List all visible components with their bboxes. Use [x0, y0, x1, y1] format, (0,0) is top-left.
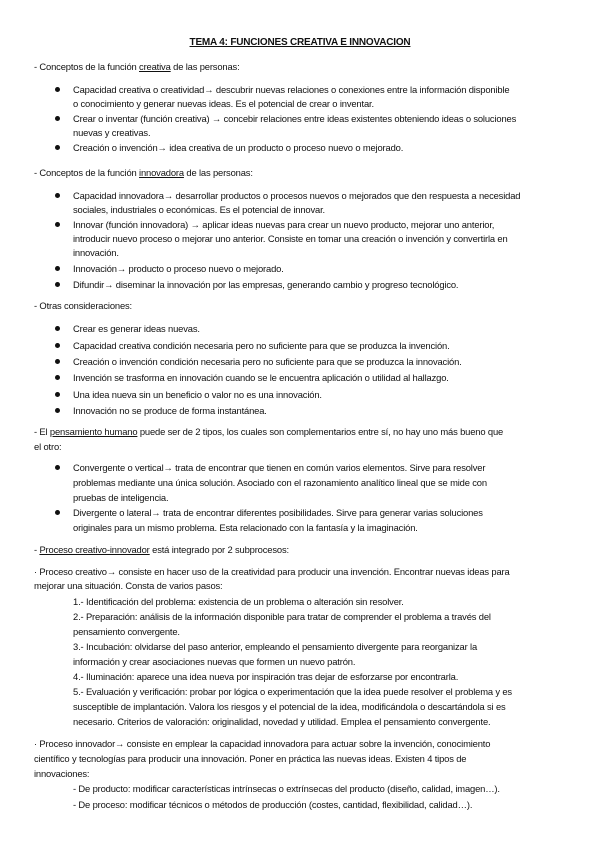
paragraph-line: Innovación no se produce de forma instantánea.: [73, 405, 267, 416]
paragraph-line: innovaciones:: [34, 768, 90, 779]
bullet-icon: [55, 222, 60, 227]
paragraph-line: Capacidad innovadora→ desarrollar productos o procesos nuevos o mejorados que den respuesta a necesidad: [73, 190, 521, 201]
paragraph-line: innovación.: [73, 247, 119, 258]
heading-underlined: innovadora: [139, 167, 184, 178]
step-line: 1.- Identificación del problema: existencia de un problema o alteración sin resolver.: [73, 596, 404, 607]
paragraph-line: Capacidad creativa o creatividad→ descubrir nuevas relaciones o conexiones entre la información disponible: [73, 84, 510, 95]
bullet-icon: [55, 465, 60, 470]
paragraph-line: introducir nuevo proceso o mejorar uno anterior. Consiste en tomar una creación o invención y convertirla en: [73, 233, 508, 244]
bullet-icon: [55, 408, 60, 413]
paragraph-line: originales para un mismo problema. Esta relacionado con la fantasía y la imaginación.: [73, 522, 418, 533]
heading-text: de las personas:: [170, 61, 240, 72]
section-heading-pensamiento: [34, 425, 503, 438]
paragraph-line: problemas mediante una única solución. Asociado con el razonamiento analítico lineal que se mide con: [73, 477, 487, 488]
paragraph-line: Creación o invención→ idea creativa de un producto o proceso nuevo o mejorado.: [73, 142, 404, 153]
page-title: TEMA 4: FUNCIONES CREATIVA E INNOVACION: [189, 37, 411, 48]
paragraph-line: nuevas y creativas.: [73, 127, 151, 138]
heading-underlined: Proceso creativo-innovador: [39, 544, 150, 555]
paragraph-line: Innovar (función innovadora) → aplicar ideas nuevas para crear un nuevo producto, mejorar uno anterior,: [73, 219, 495, 230]
bullet-icon: [55, 359, 60, 364]
bullet-icon: [55, 87, 60, 92]
step-line: 2.- Preparación: análisis de la información disponible para tratar de comprender el problema a través del: [73, 611, 491, 622]
paragraph-line: mejorar una situación. Consta de varios pasos:: [34, 580, 223, 591]
heading-text: - Conceptos de la función: [34, 167, 140, 178]
bullet-icon: [55, 392, 60, 397]
heading-underlined: creativa: [139, 61, 171, 72]
innovation-type-line: - De proceso: modificar técnicos o métodos de producción (costes, cantidad, flexibilidad, calidad…).: [73, 799, 473, 810]
bullet-icon: [55, 266, 60, 271]
paragraph-line: pruebas de inteligencia.: [73, 492, 169, 503]
bullet-icon: [55, 145, 60, 150]
paragraph-line: Capacidad creativa condición necesaria pero no suficiente para que se produzca la invención.: [73, 340, 450, 351]
section-heading-creativa: [34, 60, 240, 73]
bullet-icon: [55, 375, 60, 380]
bullet-icon: [55, 326, 60, 331]
heading-text: - El: [34, 426, 50, 437]
bullet-icon: [55, 193, 60, 198]
paragraph-line: Una idea nueva sin un beneficio o valor no es una innovación.: [73, 389, 322, 400]
step-line: susceptible de implantación. Valora los riesgos y el potencial de la idea, modificándola o descartándola si es: [73, 701, 506, 712]
step-line: información y crear asociaciones nuevas que formen un nuevo patrón.: [73, 656, 356, 667]
paragraph-line: Innovación→ producto o proceso nuevo o mejorado.: [73, 263, 284, 274]
step-line: 3.- Incubación: olvidarse del paso anterior, empleando el pensamiento divergente para reorganizar la: [73, 641, 478, 652]
section-heading-otras: - Otras consideraciones:: [34, 300, 133, 311]
bullet-icon: [55, 343, 60, 348]
paragraph-line: Divergente o lateral→ trata de encontrar diferentes posibilidades. Sirve para generar varias soluciones: [73, 507, 483, 518]
step-line: 5.- Evaluación y verificación: probar por lógica o experimentación que la idea puede resolver el problema y es: [73, 686, 512, 697]
heading-underlined: pensamiento humano: [49, 426, 138, 437]
heading-text: - Conceptos de la función: [34, 61, 140, 72]
paragraph-line: Difundir→ diseminar la innovación por las empresas, generando cambio y progreso tecnológico.: [73, 279, 459, 290]
bullet-icon: [55, 510, 60, 515]
bullet-icon: [55, 282, 60, 287]
step-line: pensamiento convergente.: [73, 626, 180, 637]
step-line: 4.- Iluminación: aparece una idea nueva por inspiración tras dejar de esforzarse por encontrarla.: [73, 671, 459, 682]
paragraph-line: Invención se trasforma en innovación cuando se le encuentra aplicación o utilidad al hallazgo.: [73, 372, 449, 383]
heading-text: de las personas:: [183, 167, 253, 178]
section-heading-innovadora: [34, 166, 253, 179]
paragraph-line: Creación o invención condición necesaria pero no suficiente para que se produzca la innovación.: [73, 356, 462, 367]
paragraph-line: Convergente o vertical→ trata de encontrar que tienen en común varios elementos. Sirve para resolver: [73, 462, 486, 473]
bullet-icon: [55, 116, 60, 121]
paragraph-line: · Proceso creativo→ consiste en hacer uso de la creatividad para producir una invención. Encontrar nuevas ideas para: [34, 566, 510, 577]
section-heading-proceso: [34, 543, 289, 556]
heading-text: puede ser de 2 tipos, los cuales son complementarios entre sí, no hay uno más bueno que: [137, 426, 504, 437]
heading-text: está integrado por 2 subprocesos:: [149, 544, 289, 555]
step-line: necesario. Criterios de valoración: originalidad, novedad y utilidad. Emplea el pensamiento convergente.: [73, 716, 491, 727]
paragraph-line: científico y tecnologías para producir una innovación. Poner en práctica las nuevas ideas. Existen 4 tipos de: [34, 753, 467, 764]
paragraph-line: el otro:: [34, 441, 62, 452]
paragraph-line: Crear o inventar (función creativa) → concebir relaciones entre ideas existentes obteniendo ideas o soluciones: [73, 113, 517, 124]
paragraph-line: Crear es generar ideas nuevas.: [73, 323, 200, 334]
paragraph-line: · Proceso innovador→ consiste en emplear la capacidad innovadora para actuar sobre la invención, conocimiento: [34, 738, 491, 749]
heading-text: -: [34, 544, 40, 555]
innovation-type-line: - De producto: modificar características intrínsecas o extrínsecas del producto (diseño, calidad, imagen…).: [73, 783, 500, 794]
paragraph-line: sociales, industriales o económicas. Es el potencial de innovar.: [73, 204, 326, 215]
paragraph-line: o conocimiento y generar nuevas ideas. Es el potencial de crear o inventar.: [73, 98, 374, 109]
